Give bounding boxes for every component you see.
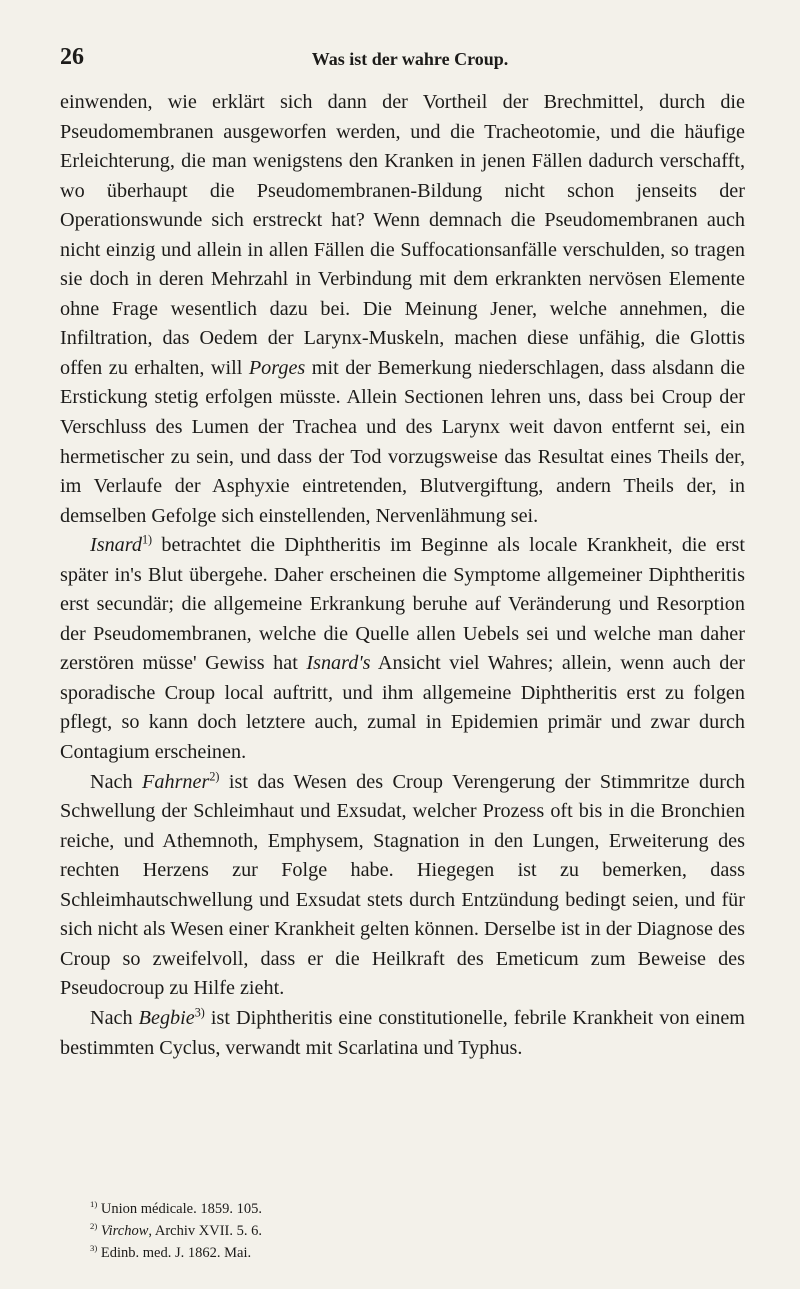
running-title: Was ist der wahre Croup. xyxy=(311,49,509,69)
paragraph-text: einwenden, wie erklärt sich dann der Vortheil der Brechmittel, durch die Pseudomembranen ausgeworfen werden, und die Tracheotomie, und die häufige Erleichterung, die man wenigstens den Kranken in jenen Fällen dadurch verschafft, wo überhaupt die Pseudomembranen-Bildung nicht schon jenseits der Operationswunde sich erstreckt hat? Wenn demnach die Pseudomembranen auch nicht einzig und allein in allen Fällen die Suffocationsanfälle verschulden, so tragen sie doch in deren Mehrzahl in Verbindung mit dem erkrankten nervösen Elemente ohne Frage wesentlich dazu bei. Die Meinung Jener, welche annehmen, die Infiltration, das Oedem der Larynx-Muskeln, machen diese unfähig, die Glottis offen zu erhalten, will xyxy=(60,91,745,379)
footnote-mark: 3) xyxy=(90,1243,98,1254)
page-number: 26 xyxy=(60,44,84,70)
footnote-mark: 2) xyxy=(90,1221,98,1232)
footnote-2 xyxy=(90,1220,730,1242)
body-text xyxy=(60,88,745,1063)
paragraph-2 xyxy=(60,531,745,767)
paragraph-text: Nach xyxy=(90,1006,139,1029)
page-header xyxy=(60,44,760,76)
footnote-1 xyxy=(90,1198,730,1220)
paragraph-3 xyxy=(60,768,745,1004)
author-name: Begbie xyxy=(138,1006,195,1029)
footnote-mark: 3) xyxy=(194,1005,205,1020)
footnote-3 xyxy=(90,1242,730,1264)
author-name: Fahrner xyxy=(142,770,210,793)
paragraph-text: ist Diphtheritis eine constitutionelle, febrile Krankheit von einem bestimmten Cyclus, verwandt mit Scarlatina und Typhus. xyxy=(60,1006,745,1059)
footnote-mark: 1) xyxy=(90,1199,98,1210)
footnotes xyxy=(90,1198,730,1264)
footnote-text: , Archiv XVII. 5. 6. xyxy=(148,1223,262,1239)
footnote-text: Union médicale. 1859. 105. xyxy=(100,1201,262,1217)
author-name: Isnard xyxy=(90,534,142,557)
paragraph-text: ist das Wesen des Croup Verengerung der Stimmritze durch Schwellung der Schleimhaut und Exsudat, welcher Prozess oft bis in die Bronchien reiche, und Athemnoth, Emphysem, Stagnation in den Lungen, Erweiterung des rechten Herzens zur Folge habe. Hiegegen ist zu bemerken, dass Schleimhautschwellung und Exsudat stets durch Entzündung bedingt seien, und für sich nicht als Wesen einer Krankheit gelten können. Derselbe ist in der Diagnose des Croup so zweifelvoll, dass er die Heilkraft des Emeticum zum Beweise des Pseudocroup zu Hilfe zieht. xyxy=(60,770,745,1000)
paragraph-text: betrachtet die Diphtheritis im Beginne als locale Krankheit, die erst später in's Blut übergehe. Daher erscheinen die Symptome allgemeiner Diphtheritis erst secundär; die allgemeine Erkrankung beruhe auf Veränderung und Resorption der Pseudomembranen, welche die Quelle allen Uebels sei und welche man daher zerstören müsse' Gewiss hat xyxy=(60,534,745,675)
author-name: Isnard's xyxy=(306,652,371,675)
footnote-mark: 2) xyxy=(209,768,220,783)
author-name: Porges xyxy=(248,356,306,379)
paragraph-4 xyxy=(60,1004,745,1063)
footnote-mark: 1) xyxy=(141,532,153,547)
author-name: Virchow xyxy=(100,1223,149,1239)
footnote-text: Edinb. med. J. 1862. Mai. xyxy=(100,1245,252,1261)
paragraph-text: Ansicht viel Wahres; allein, wenn auch der sporadische Croup local auftritt, und ihm allgemeine Diphtheritis erst zu folgen pflegt, so kann doch letztere auch, zumal in Epidemien primär und zwar durch Contagium erscheinen. xyxy=(60,652,746,764)
paragraph-text: Nach xyxy=(90,770,143,793)
paragraph-text: mit der Bemerkung niederschlagen, dass alsdann die Erstickung stetig erfolgen müsste. Allein Sectionen lehren uns, dass bei Croup der Verschluss des Lumen der Trachea und des Larynx weit davon entfernt sei, ein hermetischer zu sein, und dass der Tod vorzugsweise das Resultat eines Theils der, im Verlaufe der Asphyxie eintretenden, Blutvergiftung, andern Theils der, in demselben Gefolge sich einstellenden, Nervenlähmung sei. xyxy=(60,356,746,527)
paragraph-1 xyxy=(60,88,745,531)
